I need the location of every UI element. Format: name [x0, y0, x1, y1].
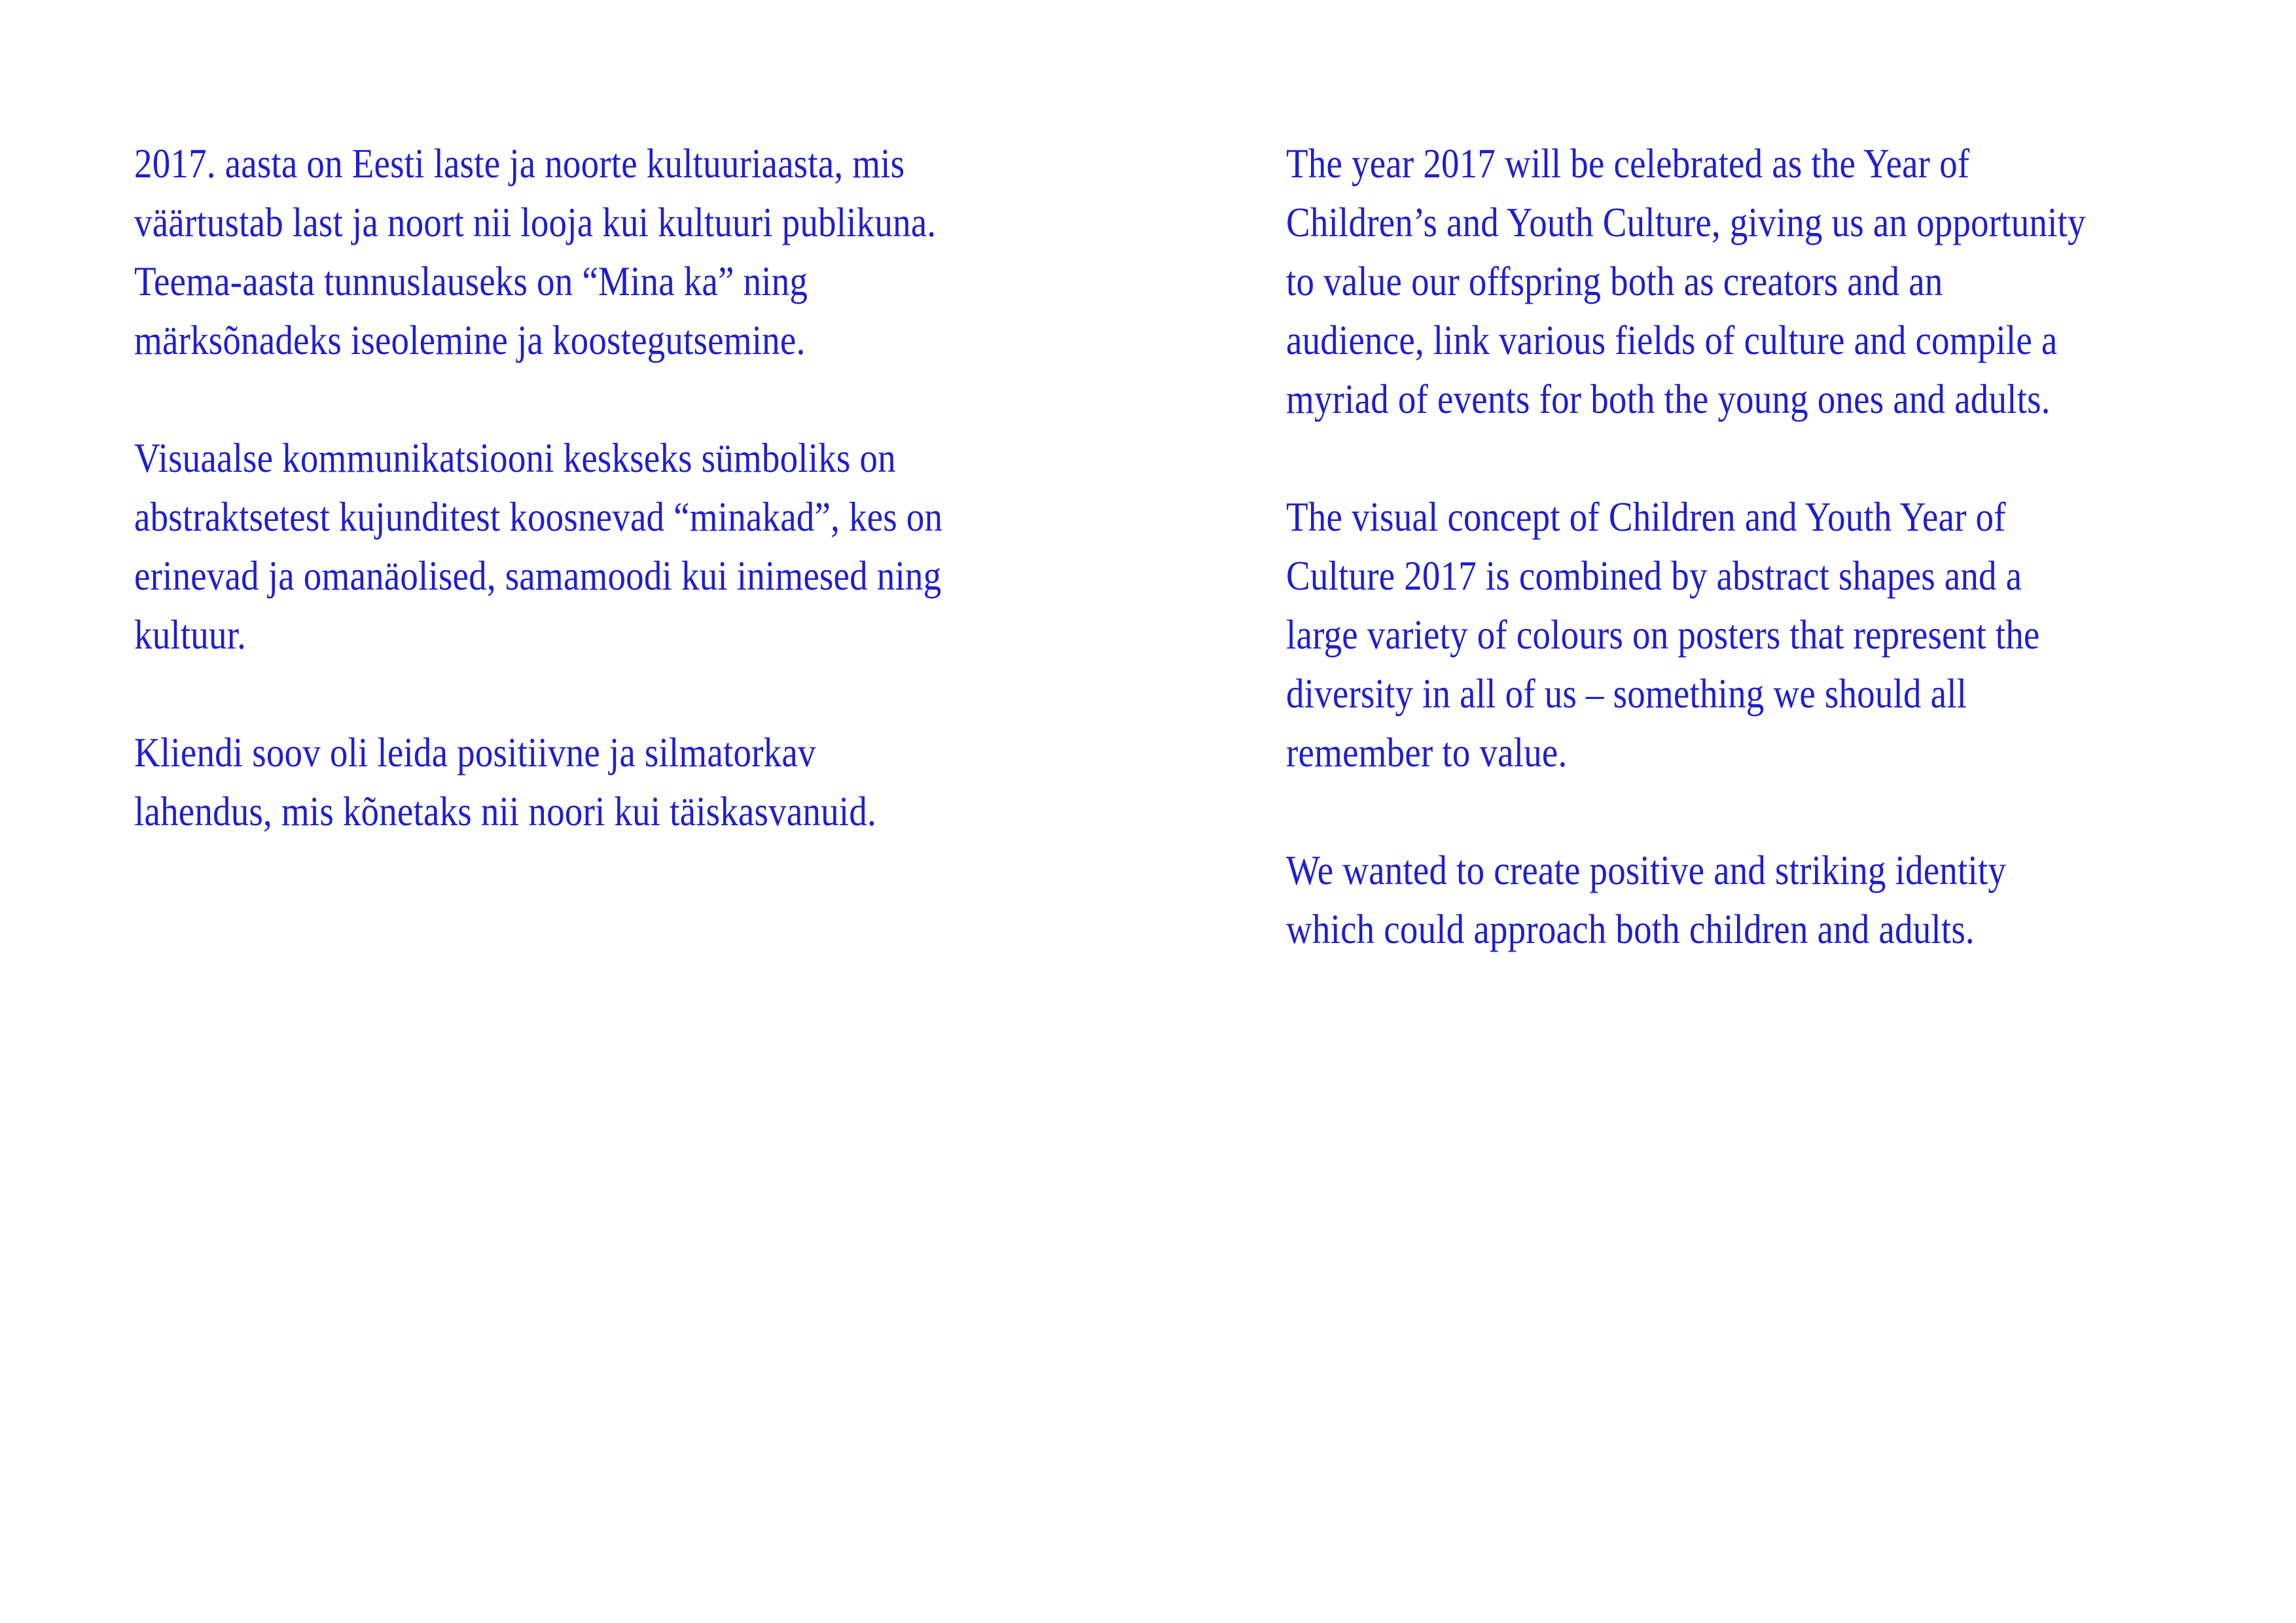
text-line: Teema-aasta tunnuslauseks on “Mina ka” ning [134, 258, 808, 304]
text-line: myriad of events for both the young ones and adults. [1286, 376, 2051, 422]
text-line: lahendus, mis kõnetaks nii noori kui täiskasvanuid. [134, 788, 876, 834]
text-line: The visual concept of Children and Youth Year of [1286, 493, 2006, 540]
text-line: erinevad ja omanäolised, samamoodi kui inimesed ning [134, 552, 942, 599]
text-line: Kliendi soov oli leida positiivne ja silmatorkav [134, 729, 816, 776]
paragraph-estonian-3 [134, 723, 942, 841]
text-line: kultuur. [134, 611, 247, 658]
text-line: diversity in all of us – something we should all [1286, 670, 1967, 717]
text-line: audience, link various fields of culture and compile a [1286, 317, 2058, 363]
paragraph-estonian-1 [134, 134, 942, 370]
text-line: which could approach both children and adults. [1286, 906, 1975, 952]
text-line: märksõnadeks iseolemine ja koostegutsemine. [134, 317, 806, 363]
paragraph-estonian-2 [134, 429, 942, 664]
text-line: Culture 2017 is combined by abstract shapes and a [1286, 552, 2022, 599]
text-line: Visuaalse kommunikatsiooni keskseks sümboliks on [134, 435, 896, 481]
text-line: We wanted to create positive and striking identity [1286, 847, 2007, 893]
right-text-column [1286, 134, 2086, 959]
paragraph-english-1 [1286, 134, 2086, 429]
text-line: abstraktsetest kujunditest koosnevad “minakad”, kes on [134, 493, 943, 540]
text-line: väärtustab last ja noort nii looja kui kultuuri publikuna. [134, 199, 937, 245]
paragraph-english-3 [1286, 841, 2086, 959]
text-line: 2017. aasta on Eesti laste ja noorte kultuuriaasta, mis [134, 140, 905, 187]
text-line: to value our offspring both as creators and an [1286, 258, 1943, 304]
text-line: large variety of colours on posters that represent the [1286, 611, 2040, 658]
text-line: Children’s and Youth Culture, giving us an opportunity [1286, 199, 2086, 245]
text-line: remember to value. [1286, 729, 1568, 776]
paragraph-english-2 [1286, 488, 2086, 782]
text-line: The year 2017 will be celebrated as the Year of [1286, 140, 1970, 187]
left-text-column [134, 134, 942, 841]
